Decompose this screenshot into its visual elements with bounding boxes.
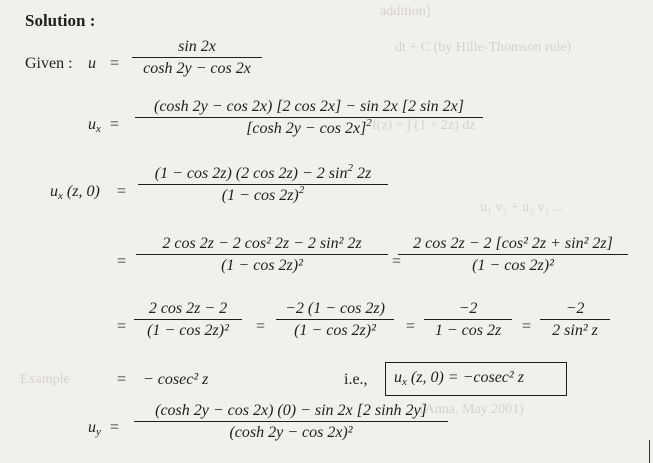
- bleed-through-text: Example: [20, 372, 70, 387]
- step3-denominator: (1 − cos 2z)²: [147, 322, 229, 339]
- ie-label: i.e.,: [344, 371, 368, 388]
- bleed-through-text: addition]: [380, 4, 431, 19]
- uxz-numerator: (1 − cos 2z) (2 cos 2z) − 2 $\sin^2 2z$: [154, 162, 372, 182]
- uxz-fraction: [138, 162, 388, 205]
- fraction-bar: [132, 57, 262, 58]
- u-symbol: u: [88, 55, 96, 72]
- ux-fraction: [135, 98, 483, 138]
- equals-sign: =: [392, 253, 402, 270]
- fraction-bar: [424, 319, 512, 320]
- u-numerator: sin 2x: [178, 38, 216, 55]
- step1-denominator: (1 − cos 2z)²: [221, 257, 303, 274]
- step6-numerator: −2: [565, 300, 585, 317]
- fraction-bar: [276, 319, 394, 320]
- u-fraction: [132, 38, 262, 78]
- fraction-bar: [134, 319, 242, 320]
- uxz-denominator: $(1 - \cos 2z)^2$: [221, 184, 305, 204]
- step4-fraction: [276, 300, 394, 340]
- uy-symbol: $u_y$: [88, 419, 101, 438]
- step2-fraction: [398, 235, 628, 275]
- ux-symbol: $u_x$: [88, 116, 101, 135]
- bleed-through-text: (Anna, May 2001): [420, 402, 524, 417]
- page-edge-mark: [649, 440, 650, 463]
- step1-fraction: [136, 235, 388, 275]
- equals-sign: =: [117, 253, 127, 270]
- step2-denominator: (1 − cos 2z)²: [472, 257, 554, 274]
- step2-numerator: 2 cos 2z − 2 [cos² 2z + sin² 2z]: [413, 235, 613, 252]
- fraction-bar: [134, 421, 448, 422]
- equals-sign: =: [110, 116, 120, 133]
- step5-denominator: 1 − cos 2z: [434, 322, 502, 339]
- step5-numerator: −2: [458, 300, 478, 317]
- fraction-bar: [138, 184, 388, 185]
- step1-numerator: 2 cos 2z − 2 cos² 2z − 2 sin² 2z: [162, 235, 362, 252]
- equals-sign: =: [406, 318, 416, 335]
- equals-sign: =: [522, 318, 532, 335]
- step3-fraction: [134, 300, 242, 340]
- uy-numerator: (cosh 2y − cos 2x) (0) − sin 2x [2 sinh 2y]: [155, 402, 427, 419]
- ux-numerator: (cosh 2y − cos 2x) [2 cos 2x] − sin 2x [2 sin 2x]: [154, 98, 464, 115]
- fraction-bar: [540, 319, 610, 320]
- step5-fraction: [424, 300, 512, 340]
- uy-fraction: [134, 402, 448, 442]
- step6-fraction: [540, 300, 610, 340]
- equals-sign: =: [117, 318, 127, 335]
- equals-sign: =: [256, 318, 266, 335]
- solution-heading: Solution :: [25, 11, 96, 30]
- step3-numerator: 2 cos 2z − 2: [148, 300, 228, 317]
- step4-denominator: (1 − cos 2z)²: [294, 322, 376, 339]
- bleed-through-text: dt + C (by Hille-Thomson rule): [395, 40, 572, 55]
- equals-sign: =: [110, 419, 120, 436]
- boxed-answer: $u_x$ (z, 0) = −cosec² z: [394, 369, 524, 388]
- fraction-bar: [135, 117, 483, 118]
- equals-sign: =: [117, 183, 127, 200]
- bleed-through-text: f(z) = ∫ (1 + 2z) dz: [372, 118, 476, 133]
- result-expression: − cosec² z: [143, 371, 209, 388]
- uxz-symbol: $u_x$ (z, 0): [50, 183, 100, 202]
- equals-sign: =: [110, 55, 120, 72]
- step4-numerator: −2 (1 − cos 2z): [285, 300, 385, 317]
- bleed-through-text: u₁ v₂ + u₂ v₁ ...: [480, 200, 564, 215]
- uy-denominator: (cosh 2y − cos 2x)²: [229, 424, 353, 441]
- given-label: Given :: [25, 55, 73, 72]
- fraction-bar: [398, 254, 628, 255]
- equals-sign: =: [117, 371, 127, 388]
- fraction-bar: [136, 254, 388, 255]
- ux-denominator: [cosh 2y − cos 2x]$^2$: [246, 117, 372, 137]
- step6-denominator: 2 sin² z: [552, 322, 598, 339]
- u-denominator: cosh 2y − cos 2x: [143, 60, 251, 77]
